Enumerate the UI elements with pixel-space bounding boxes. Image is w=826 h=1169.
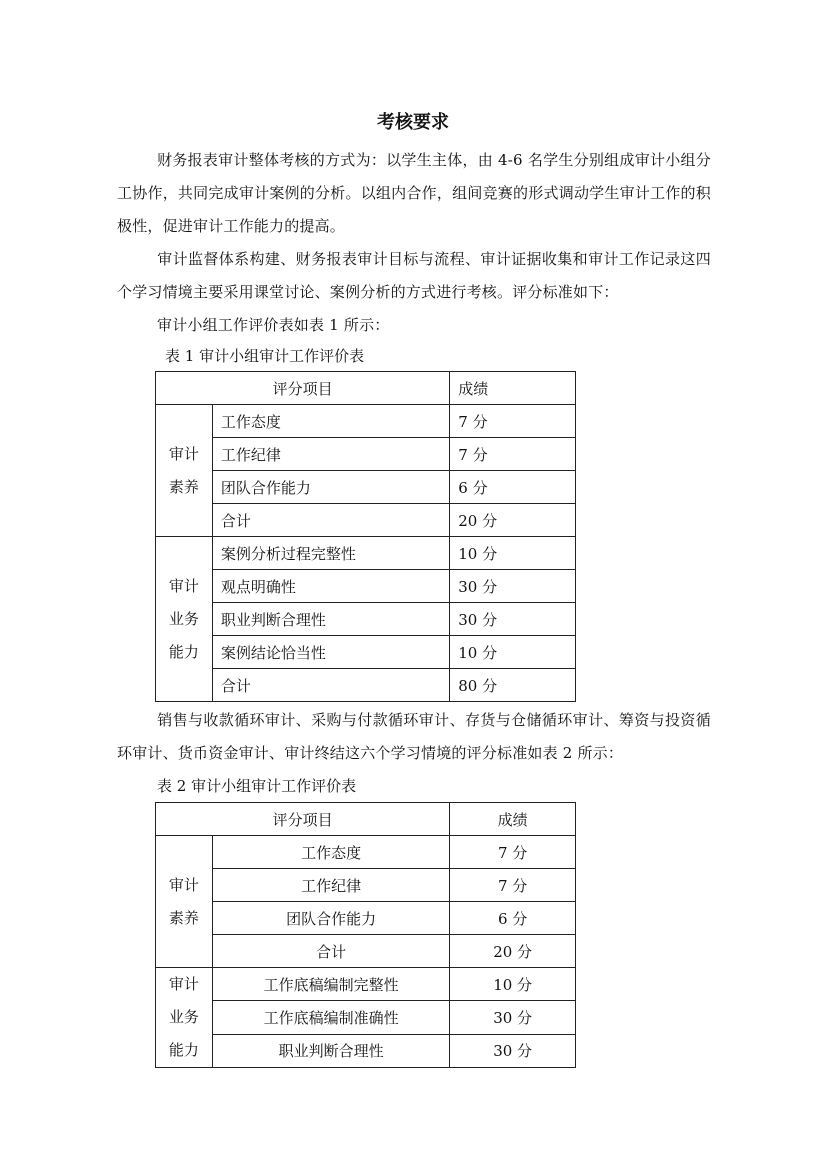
group-cell [156,537,213,702]
paragraph-table1-intro [117,309,711,342]
table-row [156,504,576,537]
score-cell: 10 分 [450,537,576,570]
score-cell: 30 分 [450,570,576,603]
table2 [155,802,576,1068]
group-cell [156,405,213,537]
table-row [156,968,576,1001]
score-cell: 20 分 [450,504,576,537]
paragraph-table2-intro [117,704,711,770]
table-row [156,570,576,603]
item-cell: 案例结论恰当性 [212,636,449,669]
table-row [156,438,576,471]
group-name-line: 审计 [168,875,199,894]
item-cell: 合计 [212,935,449,968]
score-cell: 20 分 [450,935,576,968]
item-cell: 团队合作能力 [212,902,449,935]
group-name-line: 审计 [168,444,199,463]
table-row [156,836,576,869]
score-cell: 7 分 [450,836,576,869]
group-name-line: 审计 [168,576,199,595]
item-cell: 工作态度 [212,836,449,869]
header-item: 评分项目 [156,372,450,405]
score-cell: 10 分 [450,968,576,1001]
score-cell: 30 分 [450,603,576,636]
table-row [156,537,576,570]
paragraph-assessment-method [117,144,711,243]
group-name-line: 业务 [168,1008,199,1026]
item-cell: 合计 [212,669,449,702]
table-row [156,405,576,438]
paragraph-text: 审计监督体系构建、财务报表审计目标与流程、审计证据收集和审计工作记录这四个学习情境主要采用课堂讨论、案例分析的方式进行考核。评分标准如下： [117,250,711,301]
table-row [156,935,576,968]
item-cell: 工作底稿编制准确性 [212,1001,449,1034]
paragraph-text: 审计小组工作评价表如表 1 所示： [157,316,390,334]
header-score: 成绩 [450,803,576,836]
group-name-line: 素养 [168,908,199,927]
score-cell: 80 分 [450,669,576,702]
group-name-line: 业务 [168,609,199,628]
item-cell: 职业判断合理性 [212,603,449,636]
score-cell: 6 分 [450,902,576,935]
item-cell: 观点明确性 [212,570,449,603]
item-cell: 工作底稿编制完整性 [212,968,449,1001]
group-cell [156,968,213,1068]
score-cell: 6 分 [450,471,576,504]
group-name-line: 能力 [168,642,199,661]
item-cell: 团队合作能力 [212,471,449,504]
score-cell: 7 分 [450,869,576,902]
score-cell: 10 分 [450,636,576,669]
table-row [156,1034,576,1067]
group-cell [156,836,213,968]
item-cell: 合计 [212,504,449,537]
score-cell: 7 分 [450,438,576,471]
item-cell: 职业判断合理性 [212,1034,449,1067]
item-cell: 工作态度 [212,405,449,438]
score-cell: 30 分 [450,1001,576,1034]
table-header-row [156,372,576,405]
table1-caption: 表 1 审计小组审计工作评价表 [165,347,365,365]
table1 [155,371,576,702]
table-row [156,636,576,669]
table-header-row [156,803,576,836]
item-cell: 工作纪律 [212,869,449,902]
paragraph-text: 销售与收款循环审计、采购与付款循环审计、存货与仓储循环审计、筹资与投资循环审计、货币资金审计、审计终结这六个学习情境的评分标准如表 2 所示： [117,711,711,762]
paragraph-scope [117,243,711,309]
score-cell: 30 分 [450,1034,576,1067]
table-row [156,902,576,935]
table-row [156,1001,576,1034]
table-row [156,869,576,902]
paragraph-text: 财务报表审计整体考核的方式为：以学生主体，由 4-6 名学生分别组成审计小组分工协作，共同完成审计案例的分析。以组内合作，组间竞赛的形式调动学生审计工作的积极性，促进审计工作能力的提高。 [117,151,711,235]
table2-caption: 表 2 审计小组审计工作评价表 [157,777,357,795]
group-name-line: 素养 [168,477,199,496]
item-cell: 案例分析过程完整性 [212,537,449,570]
table-row [156,603,576,636]
header-score: 成绩 [450,372,576,405]
item-cell: 工作纪律 [212,438,449,471]
table-row [156,471,576,504]
group-name-line: 审计 [168,975,199,993]
group-name-line: 能力 [168,1041,199,1059]
page-title: 考核要求 [377,112,449,133]
table-row [156,669,576,702]
score-cell: 7 分 [450,405,576,438]
header-item: 评分项目 [156,803,450,836]
